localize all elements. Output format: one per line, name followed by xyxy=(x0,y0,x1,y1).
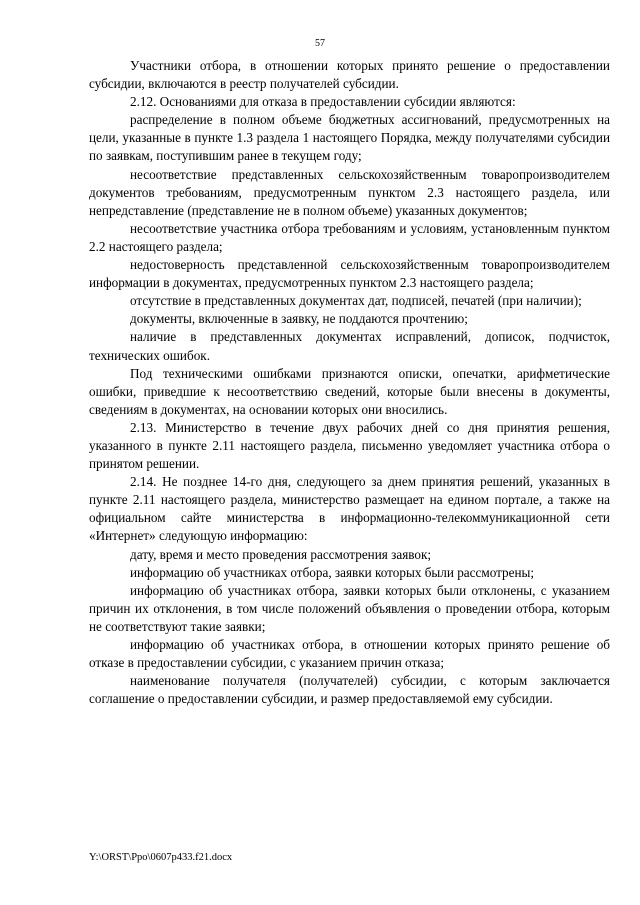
paragraph: несоответствие участника отбора требованиям и условиям, установленным пунктом 2.2 настоящего раздела; xyxy=(89,220,610,254)
page-number: 57 xyxy=(315,38,325,49)
paragraph: несоответствие представленных сельскохозяйственным товаропроизводителем документов требованиям, предусмотренным пунктом 2.3 настоящего раздела, или непредставление (представление не в полном объеме) указанных документов; xyxy=(89,166,610,218)
paragraph: 2.13. Министерство в течение двух рабочих дней со дня принятия решения, указанного в пункте 2.11 настоящего раздела, письменно уведомляет участника отбора о принятом решении. xyxy=(89,419,610,472)
paragraph: наименование получателя (получателей) субсидии, с которым заключается соглашение о предоставлении субсидии, и размер предоставляемой ему субсидии. xyxy=(89,673,610,707)
paragraph: дату, время и место проведения рассмотрения заявок; xyxy=(130,546,432,562)
paragraph: 2.14. Не позднее 14-го дня, следующего за днем принятия решений, указанных в пункте 2.11 настоящего раздела, министерство размещает на едином портале, а также на официальном сайте министерства в информационно-телекоммуникационной сети «Интернет» следующую информацию: xyxy=(89,474,610,544)
paragraph: информацию об участниках отбора, заявки которых были рассмотрены; xyxy=(130,564,535,580)
paragraph: недостоверность представленной сельскохозяйственным товаропроизводителем информации в документах, предусмотренных пунктом 2.3 настоящего раздела; xyxy=(89,257,610,291)
paragraph: документы, включенные в заявку, не поддаются прочтению; xyxy=(130,311,468,327)
paragraph: распределение в полном объеме бюджетных ассигнований, предусмотренных на цели, указанные в пункте 1.3 раздела 1 настоящего Порядка, между получателями субсидии по заявкам, поступившим ранее в текущем году; xyxy=(89,112,610,164)
paragraph: отсутствие в представленных документах дат, подписей, печатей (при наличии); xyxy=(130,293,582,309)
footer-file-path: Y:\ORST\Ppo\0607p433.f21.docx xyxy=(89,852,233,863)
paragraph: наличие в представленных документах исправлений, дописок, подчисток, технических ошибок. xyxy=(89,329,610,363)
paragraph: 2.12. Основаниями для отказа в предоставлении субсидии являются: xyxy=(130,94,516,110)
paragraph: информацию об участниках отбора, заявки которых были отклонены, с указанием причин их отклонения, в том числе положений объявления о проведении отбора, которым не соответствуют такие заявки; xyxy=(89,582,610,634)
document-body xyxy=(89,57,610,708)
paragraph: информацию об участниках отбора, в отношении которых принято решение об отказе в предоставлении субсидии, с указанием причин отказа; xyxy=(89,637,610,671)
paragraph: Участники отбора, в отношении которых принято решение о предоставлении субсидии, включаются в реестр получателей субсидии. xyxy=(89,58,610,92)
paragraph: Под техническими ошибками признаются описки, опечатки, арифметические ошибки, приведшие к несоответствию сведений, которые были внесены в документы, сведениям в документах, на основании которых они вносились. xyxy=(89,365,610,417)
